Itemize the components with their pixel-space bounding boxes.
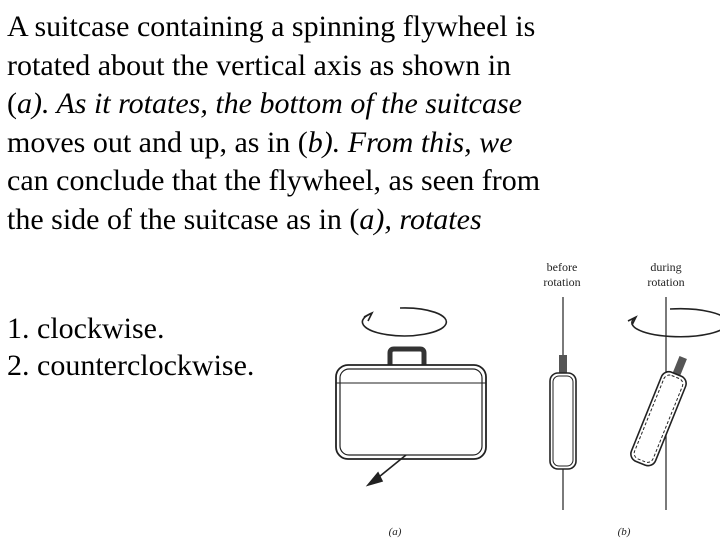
question-line-2: rotated about the vertical axis as shown in <box>7 48 512 82</box>
suitcase-figure <box>320 255 720 540</box>
answer-options <box>7 310 254 384</box>
before-label-line2: rotation <box>543 275 581 289</box>
rotation-arrow-icon-b <box>628 309 720 337</box>
question-line-4: moves out and up, as in (b). From this, we <box>7 125 513 159</box>
before-label-line1: before <box>546 260 578 274</box>
caption-b: (b) <box>617 526 631 538</box>
figure-svg <box>320 255 720 540</box>
during-label-line2: rotation <box>647 275 685 289</box>
suitcase-icon-a <box>336 349 486 459</box>
rotation-arrow-icon-a <box>362 308 446 336</box>
option-1[interactable]: 1. clockwise. <box>7 312 165 345</box>
option-2[interactable]: 2. counterclockwise. <box>7 349 255 382</box>
question-line-6: the side of the suitcase as in (a), rotates <box>7 202 482 236</box>
question-line-5: can conclude that the flywheel, as seen from <box>7 164 541 197</box>
question-line-1: A suitcase containing a spinning flywheel is <box>7 10 536 43</box>
suitcase-side-before-icon <box>550 297 576 510</box>
during-label-line1: during <box>650 260 682 274</box>
question-line-3: (a). As it rotates, the bottom of the suitcase <box>7 87 522 120</box>
caption-a: (a) <box>388 526 402 538</box>
question-text <box>7 8 657 239</box>
